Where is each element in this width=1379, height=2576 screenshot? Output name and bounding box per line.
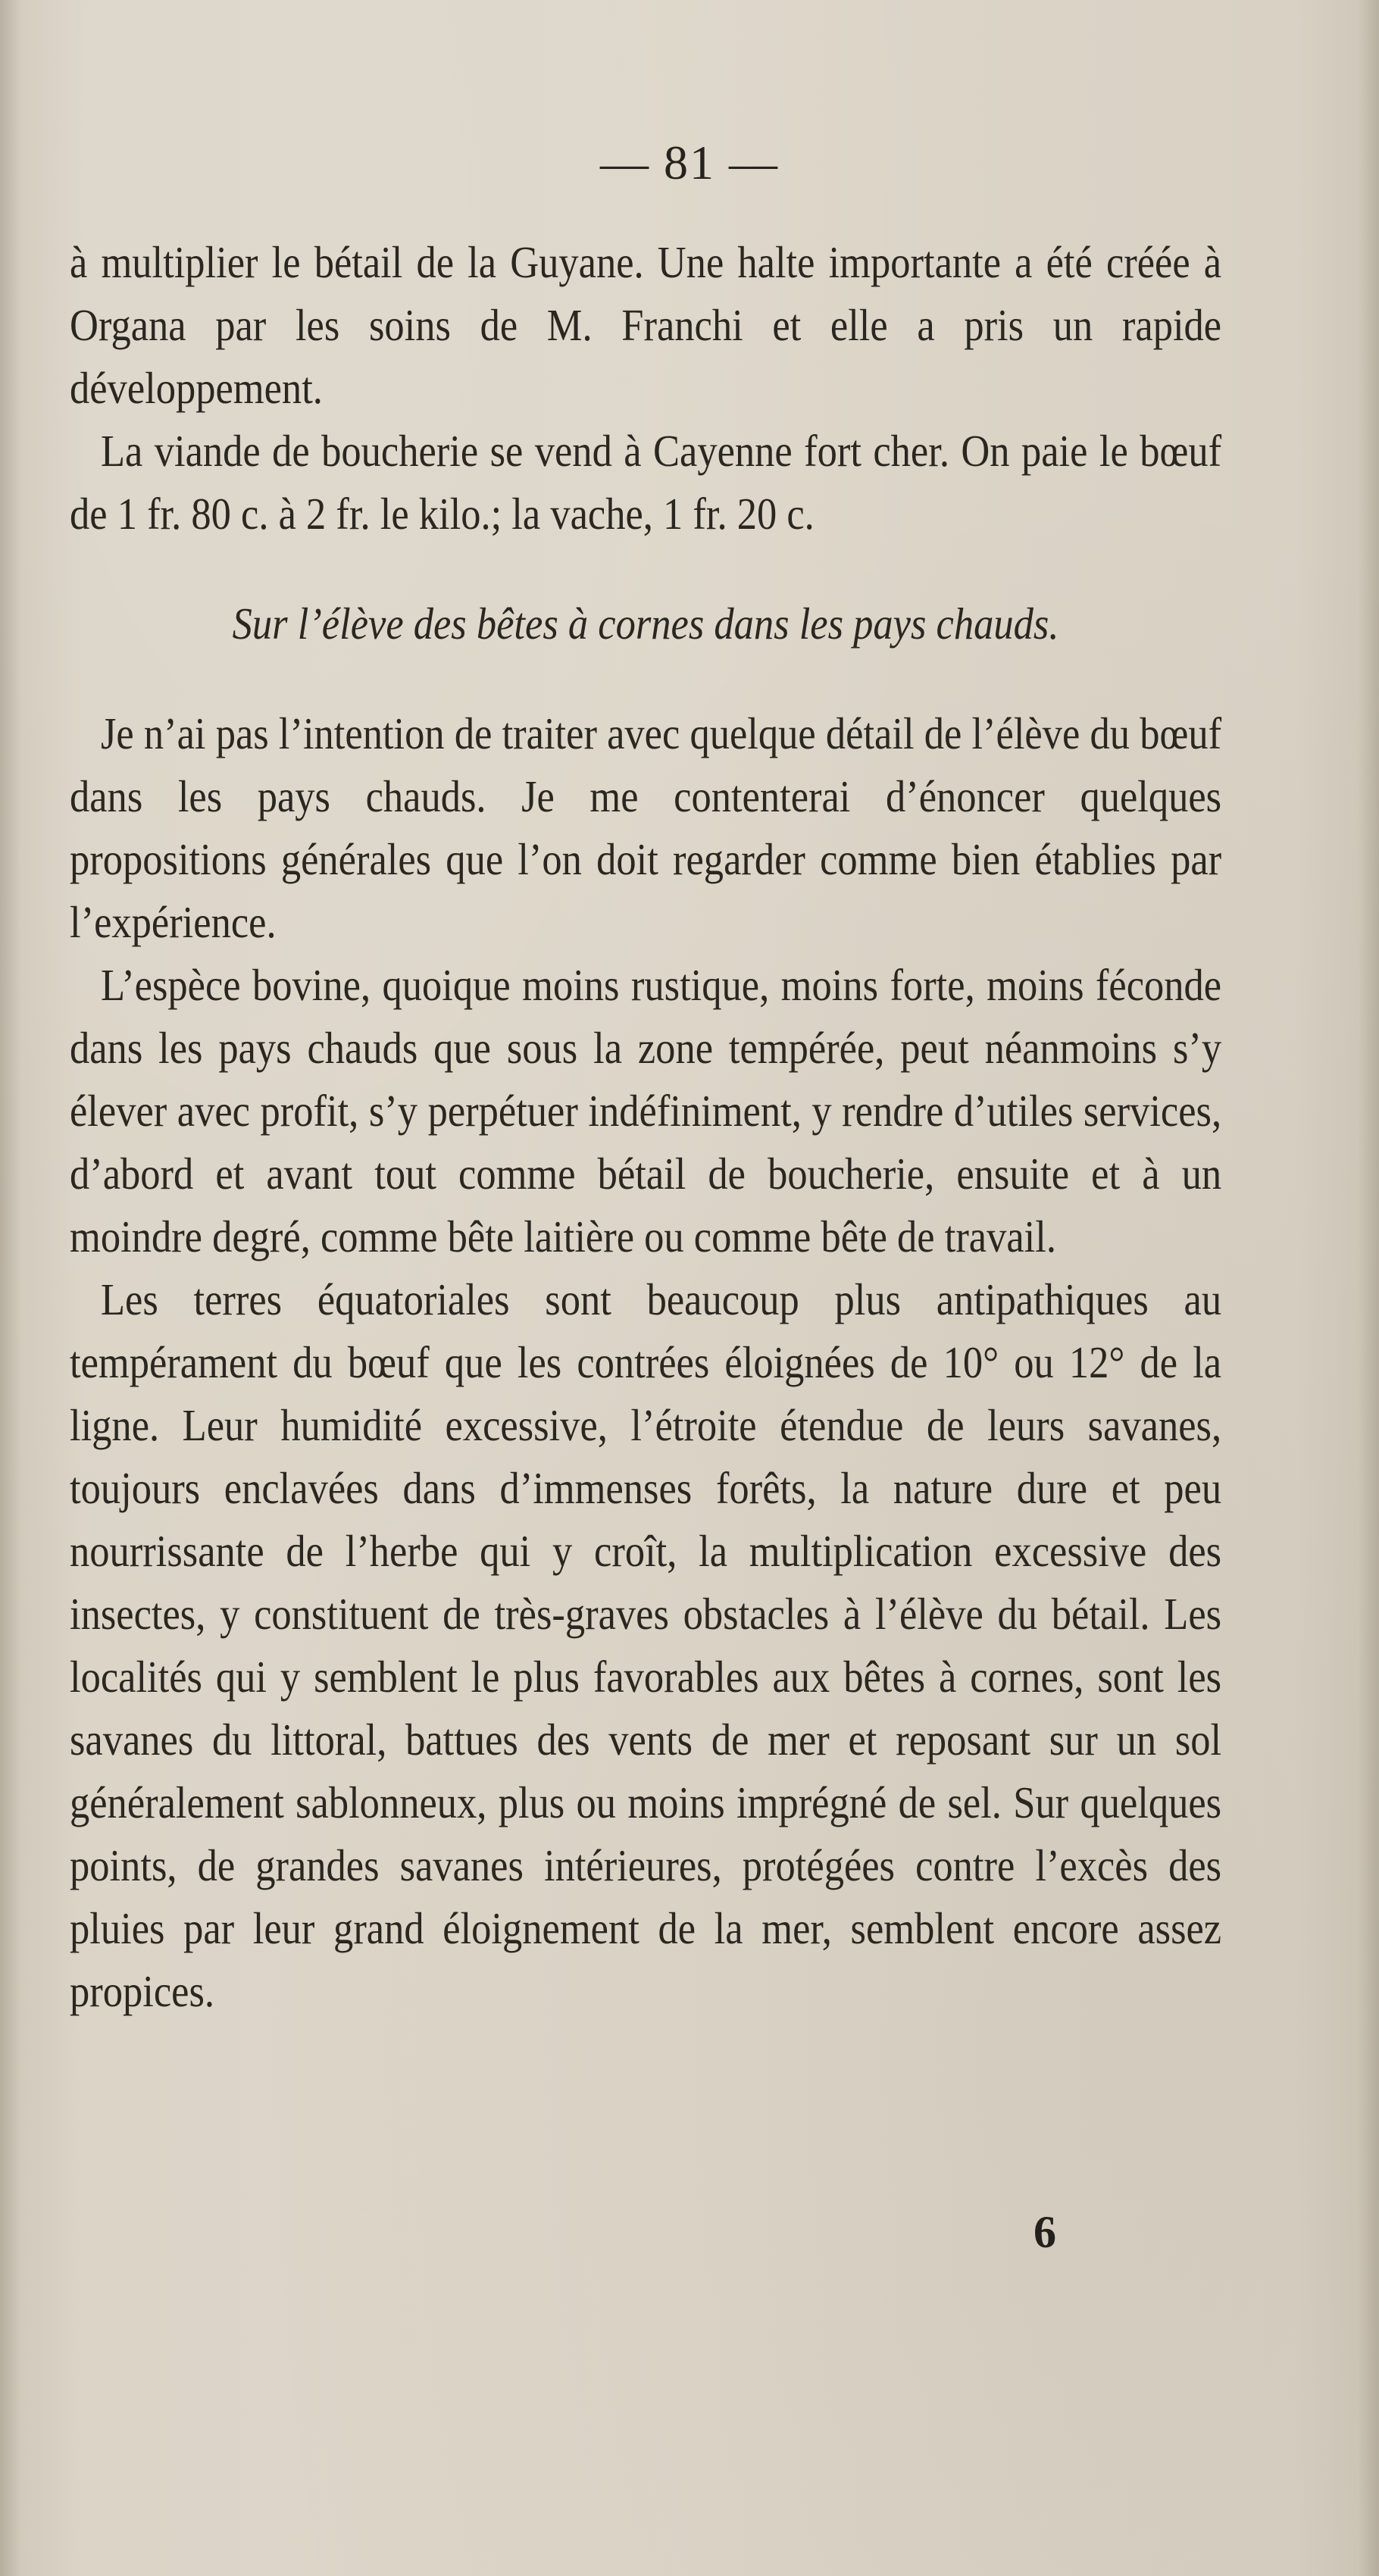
paragraph-2: La viande de boucherie se vend à Cayenne fort cher. On paie le bœuf de 1 fr. 80 c. à 2 fr. le kilo.; la vache, 1 fr. 20 c. xyxy=(70,426,1222,539)
signature-mark: 6 xyxy=(1033,2207,1056,2257)
page-number: — 81 — xyxy=(600,136,779,189)
paragraph-3: Je n’ai pas l’intention de traiter avec quelque détail de l’élève du bœuf dans les pays chauds. Je me contenterai d’énoncer quelques propositions générales que l’on doit regarder comme bien établies par l’expérience. xyxy=(70,708,1222,947)
paragraph-1: à multiplier le bétail de la Guyane. Une halte importante a été créée à Organa par les soins de M. Franchi et elle a pris un rapide développement. xyxy=(70,237,1222,413)
paragraph-5: Les terres équatoriales sont beaucoup plus antipathiques au tempérament du bœuf que les contrées éloignées de 10° ou 12° de la ligne. Leur humidité excessive, l’étroite étendue de leurs savanes, toujours enclavées dans d’immenses forêts, la nature dure et peu nourrissante de l’herbe qui y croît, la multiplication excessive des insectes, y constituent de très-graves obstacles à l’élève du bétail. Les localités qui y semblent le plus favorables aux bêtes à cornes, sont les savanes du littoral, battues des vents de mer et reposant sur un sol généralement sablonneux, plus ou moins imprégné de sel. Sur quelques points, de grandes savanes intérieures, protégées contre l’excès des pluies par leur grand éloignement de la mer, semblent encore assez propices. xyxy=(70,1274,1222,2016)
section-title: Sur l’élève des bêtes à cornes dans les pays chauds. xyxy=(232,599,1059,649)
page-left-edge xyxy=(0,0,21,2576)
paragraph-4: L’espèce bovine, quoique moins rustique, moins forte, moins féconde dans les pays chauds que sous la zone tempérée, peut néanmoins s’y élever avec profit, s’y perpétuer indéfiniment, y rendre d’utiles services, d’abord et avant tout comme bétail de boucherie, ensuite et à un moindre degré, comme bête laitière ou comme bête de travail. xyxy=(70,960,1222,1261)
page-right-edge xyxy=(1358,0,1379,2576)
body-text xyxy=(70,231,1221,2023)
